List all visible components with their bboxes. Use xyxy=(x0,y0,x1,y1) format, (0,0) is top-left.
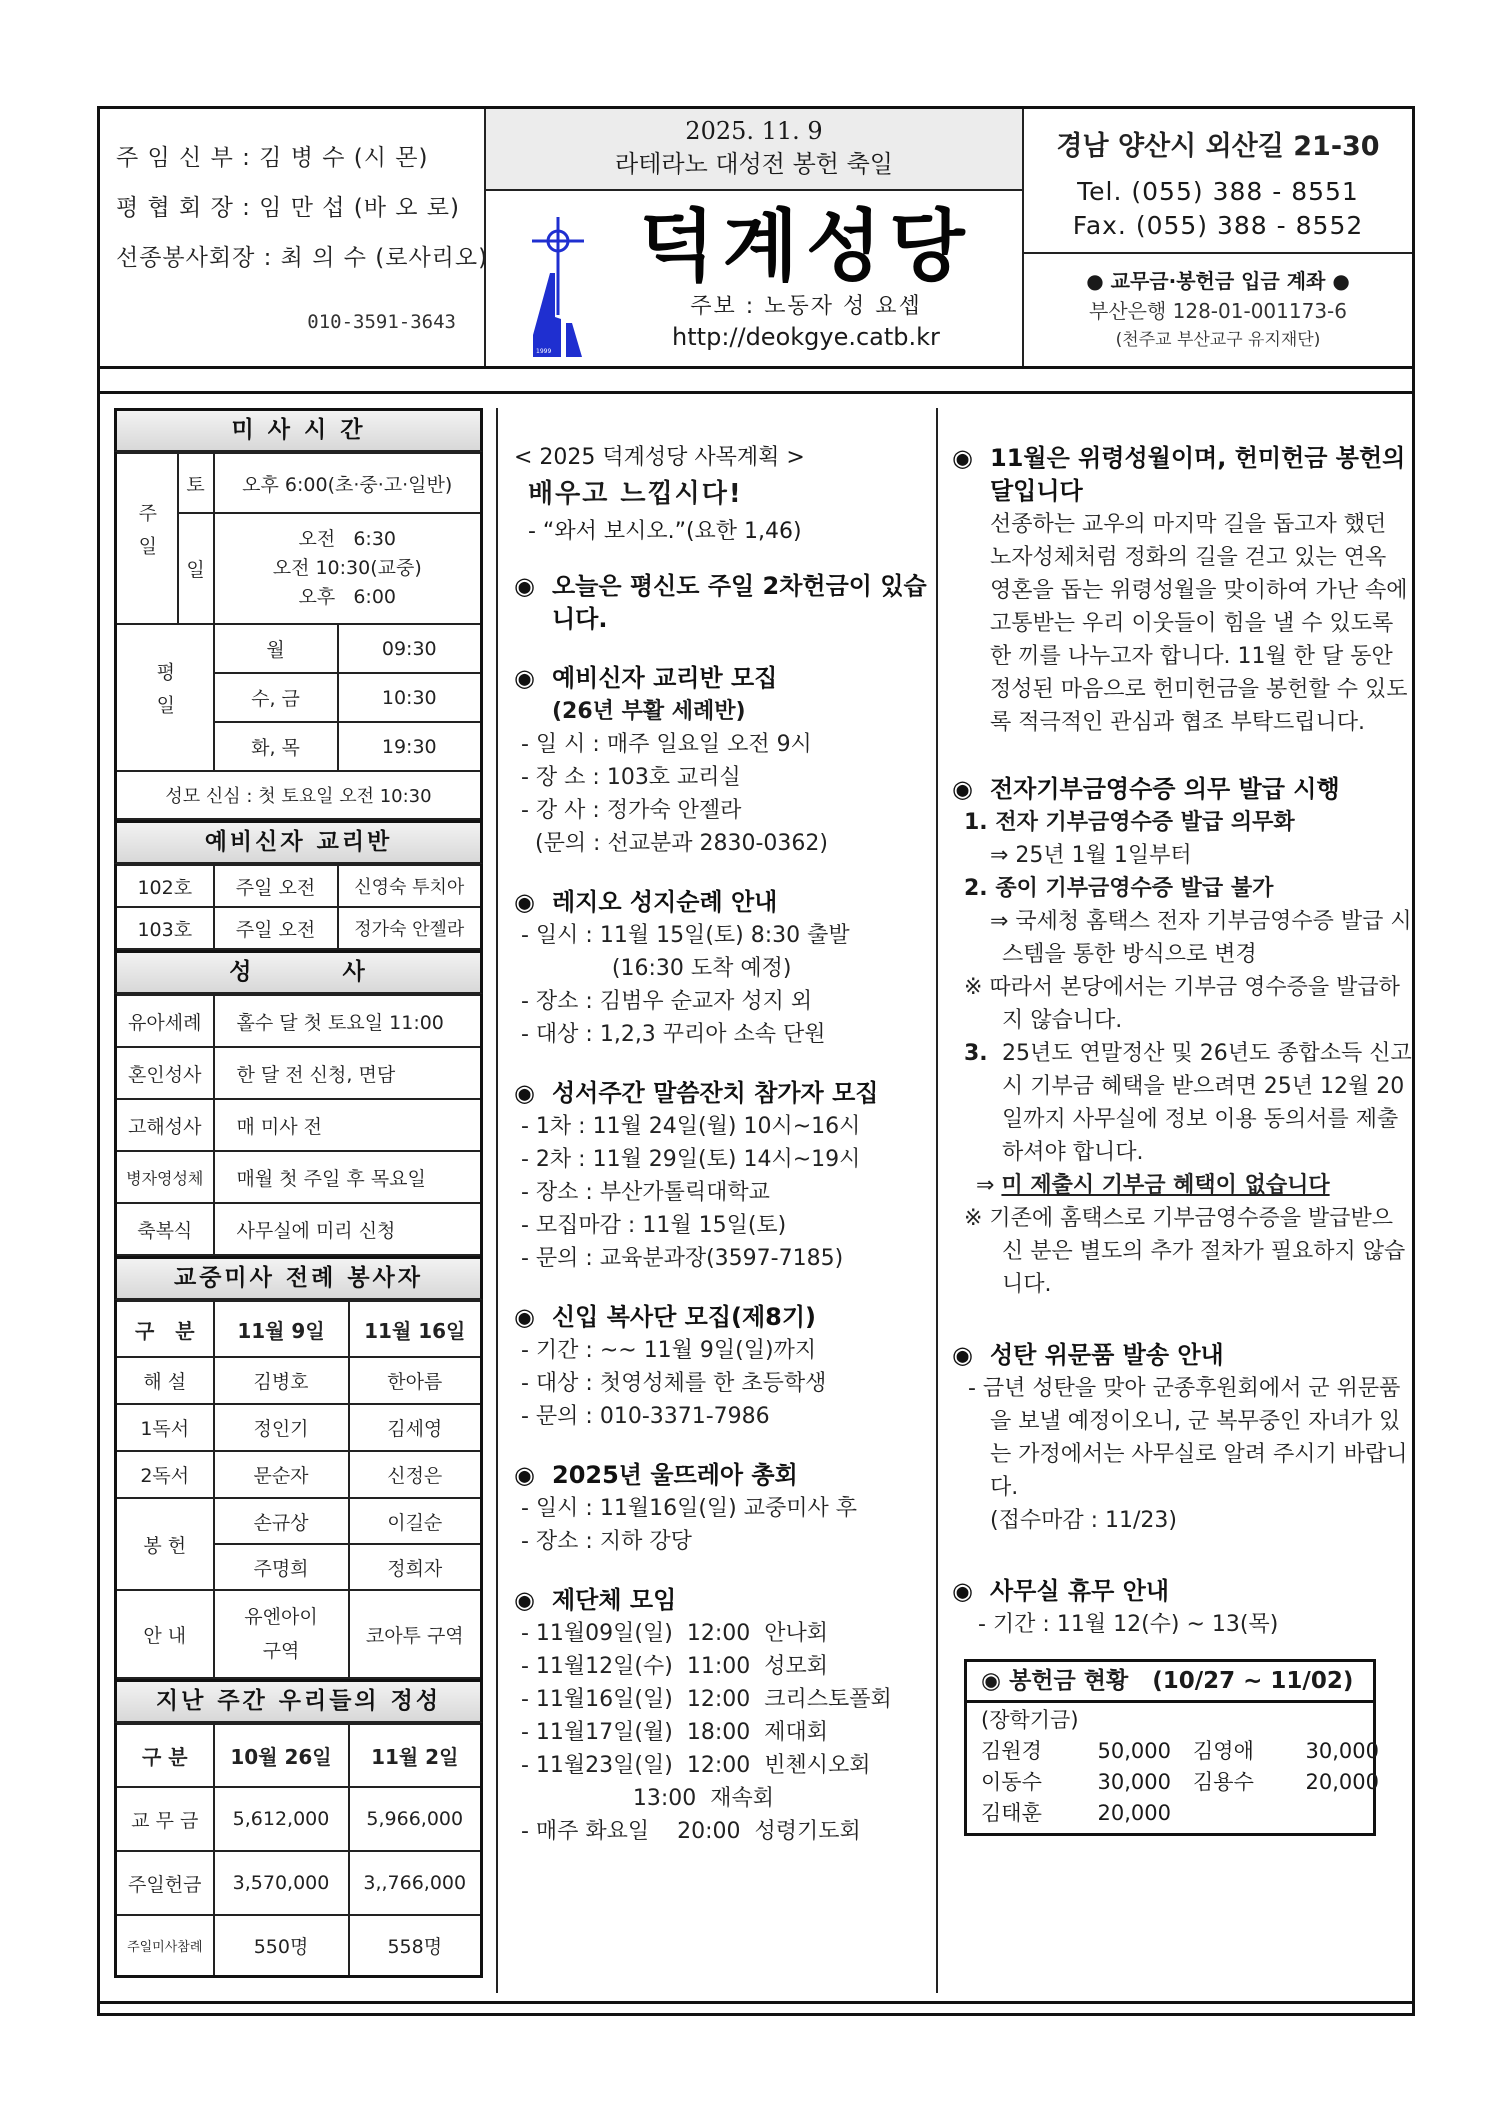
item-2-sub: ⇒ 국세청 홈택스 전자 기부금영수증 발급 시스템을 통한 방식으로 변경 xyxy=(990,909,1412,967)
amount: 3,570,000 xyxy=(214,1851,349,1915)
contact-panel xyxy=(1024,109,1412,366)
svg-text:1999: 1999 xyxy=(536,348,552,355)
col-header: 11월 9일 xyxy=(214,1301,349,1357)
bulletin-page xyxy=(97,106,1415,2016)
sacrament-desc: 홀수 달 첫 토요일 11:00 xyxy=(214,995,482,1047)
weekly-offerings-heading: 지난 주간 우리들의 정성 xyxy=(114,1679,483,1723)
item-1-sub: ⇒ 25년 1월 1일부터 xyxy=(990,843,1192,868)
weekday-time: 09:30 xyxy=(338,624,482,673)
notice-line: - 1차 : 11월 24일(월) 10시~16시 xyxy=(514,1114,861,1139)
sacrament-name: 병자영성체 xyxy=(116,1151,214,1203)
notice-line: - 장소 : 부산가톨릭대학교 xyxy=(514,1180,770,1205)
role: 안 내 xyxy=(116,1590,214,1678)
bulletin-body xyxy=(100,391,1412,2004)
meeting-line: 13:00 재속회 xyxy=(514,1786,775,1811)
note-1: ※ 따라서 본당에서는 기부금 영수증을 발급하지 않습니다. xyxy=(964,975,1400,1033)
sacrament-desc: 매월 첫 주일 후 목요일 xyxy=(214,1151,482,1203)
radio-bullet-icon: ◉ xyxy=(952,1341,973,1369)
notice-title: 오늘은 평신도 주일 2차헌금이 있습니다. xyxy=(552,572,927,633)
catechumen-table xyxy=(114,864,483,950)
notice-november-souls xyxy=(952,442,1412,739)
notice-line: - 문의 : 교육분과장(3597-7185) xyxy=(514,1246,844,1271)
radio-bullet-icon: ◉ xyxy=(952,444,973,472)
sunday-label: 주일 xyxy=(116,453,178,624)
item-2: 2. 종이 기부금영수증 발급 불가 xyxy=(964,876,1274,901)
notice-line: (16:30 도착 예정) xyxy=(514,956,792,981)
bank-account-box xyxy=(1024,254,1412,354)
notice-body: - 금년 성탄을 맞아 군종후원회에서 군 위문품을 보낼 예정이오니, 군 복무중인 자녀가 있는 가정에서는 사무실로 알려 주시기 바랍니다. xyxy=(968,1376,1408,1500)
bank-title: ● 교무금·봉헌금 입금 계좌 ● xyxy=(1086,269,1350,293)
parish-website-link[interactable]: http://deokgye.catb.kr xyxy=(672,323,940,351)
item-1: 1. 전자 기부금영수증 발급 의무화 xyxy=(964,810,1295,835)
attendance: 558명 xyxy=(349,1915,482,1976)
liturgy-servers-heading: 교중미사 전례 봉사자 xyxy=(114,1256,483,1300)
server-name: 이길순 xyxy=(349,1498,482,1544)
notice-line: - 문의 : 010-3371-7986 xyxy=(514,1404,770,1429)
notice-line: - 장소 : 김범우 순교자 성지 외 xyxy=(514,989,813,1014)
notice-line: - 대상 : 1,2,3 꾸리아 소속 단원 xyxy=(514,1022,826,1047)
class-time: 주일 오전 xyxy=(214,865,338,907)
address-box xyxy=(1024,109,1412,254)
sacrament-name: 고해성사 xyxy=(116,1099,214,1151)
role: 해 설 xyxy=(116,1357,214,1404)
notice-office-closed xyxy=(952,1575,1412,1641)
meeting-line: - 11월17일(월) 18:00 제대회 xyxy=(514,1720,828,1745)
weekly-offerings-table xyxy=(114,1723,483,1978)
liturgy-servers-table xyxy=(114,1300,483,1679)
tel-fax xyxy=(1024,175,1412,243)
server-name: 김세영 xyxy=(349,1404,482,1451)
notice-line: - 기간 : ~~ 11월 9일(일)까지 xyxy=(514,1338,817,1363)
notice-deadline: (접수마감 : 11/23) xyxy=(990,1508,1177,1533)
role: 2독서 xyxy=(116,1451,214,1498)
notice-line: - 일시 : 11월16일(일) 교중미사 후 xyxy=(514,1496,857,1521)
pastoral-motto: 배우고 느낍시다! xyxy=(528,479,743,509)
notice-subtitle: (26년 부활 세례반) xyxy=(552,699,746,724)
radio-bullet-icon: ◉ xyxy=(514,1303,535,1331)
amount: 5,612,000 xyxy=(214,1787,349,1851)
fund-category: (장학기금) xyxy=(981,1708,1079,1732)
funeral-service-president-line: 선종봉사회장 : 최 의 수 (로사리오) xyxy=(116,245,489,271)
class-time: 주일 오전 xyxy=(214,907,338,949)
col-header: 11월 2일 xyxy=(349,1724,482,1787)
notice-ultreya xyxy=(514,1459,936,1558)
notice-title: 사무실 휴무 안내 xyxy=(990,1577,1169,1605)
cross-church-logo-icon xyxy=(528,215,588,357)
weekday-time: 19:30 xyxy=(338,722,482,771)
amount: 5,966,000 xyxy=(349,1787,482,1851)
date-feast-box xyxy=(486,109,1022,191)
server-name: 정인기 xyxy=(214,1404,349,1451)
sacrament-name: 축복식 xyxy=(116,1203,214,1255)
server-name: 코아투 구역 xyxy=(349,1590,482,1678)
marian-devotion: 성모 신심 : 첫 토요일 오전 10:30 xyxy=(116,771,482,819)
notice-catechumen-recruit xyxy=(514,662,936,860)
fax-number: Fax. (055) 388 - 8552 xyxy=(1072,211,1364,240)
role: 봉 헌 xyxy=(116,1498,214,1590)
contact-phone: 010-3591-3643 xyxy=(307,311,456,333)
attendance: 550명 xyxy=(214,1915,349,1976)
notice-line: - 장 소 : 103호 교리실 xyxy=(514,765,741,790)
server-name: 주명희 xyxy=(214,1544,349,1590)
room: 103호 xyxy=(116,907,214,949)
saturday-label: 토 xyxy=(178,453,214,513)
sacraments-heading: 성 사 xyxy=(114,950,483,994)
saturday-mass-time: 오후 6:00(초·중·고·일반) xyxy=(214,453,482,513)
notice-body: 선종하는 교우의 마지막 길을 돕고자 했던 노자성체처럼 정화의 길을 걷고 있는 연옥 영혼을 돕는 위령성월을 맞이하여 가난 속에 고통받는 우리 이웃들이 힘을 낼 수 있도록 한 끼를 나누고자 합니다. 11월 한 달 동안 정성된 마음으로 헌미헌금을 봉헌할 수 있도록 적극적인 관심과 협조 부탁드립니다. xyxy=(990,512,1408,735)
weekday-label: 평일 xyxy=(116,624,214,771)
server-name: 한아름 xyxy=(349,1357,482,1404)
notice-line: - 2차 : 11월 29일(토) 14시~19시 xyxy=(514,1147,861,1172)
notice-title: 제단체 모임 xyxy=(552,1586,677,1614)
weekday-day: 월 xyxy=(214,624,338,673)
notice-line: - 일 시 : 매주 일요일 오전 9시 xyxy=(514,732,812,757)
pastoral-plan-heading: < 2025 덕계성당 사목계획 > xyxy=(514,445,805,470)
sunday-mass-times: 오전 6:30 오전 10:30(교중) 오후 6:00 xyxy=(214,513,482,624)
radio-bullet-icon: ◉ xyxy=(514,572,535,600)
donor-row: 이동수 30,000 김용수 20,000 xyxy=(981,1770,1379,1794)
teacher: 정가숙 안젤라 xyxy=(338,907,482,949)
radio-bullet-icon: ◉ xyxy=(514,1586,535,1614)
col-header: 11월 16일 xyxy=(349,1301,482,1357)
radio-bullet-icon: ◉ xyxy=(514,888,535,916)
radio-bullet-icon: ◉ xyxy=(514,1461,535,1489)
offering-type: 교 무 금 xyxy=(116,1787,214,1851)
warning-text: 미 제출시 기부금 혜택이 없습니다 xyxy=(1001,1173,1330,1198)
sacrament-desc: 사무실에 미리 신청 xyxy=(214,1203,482,1255)
tel-number: Tel. (055) 388 - 8551 xyxy=(1077,177,1359,206)
notice-bible-week xyxy=(514,1077,936,1275)
notice-line: - 모집마감 : 11월 15일(토) xyxy=(514,1213,787,1238)
amount: 3,,766,000 xyxy=(349,1851,482,1915)
weekday-day: 화, 목 xyxy=(214,722,338,771)
notice-title: 레지오 성지순례 안내 xyxy=(552,888,778,916)
meeting-line: - 11월09일(일) 12:00 안나회 xyxy=(514,1621,828,1646)
notice-title: 성탄 위문품 발송 안내 xyxy=(990,1341,1224,1369)
notices-column-right xyxy=(938,408,1412,1993)
sacrament-desc: 한 달 전 신청, 면담 xyxy=(214,1047,482,1099)
radio-bullet-icon: ◉ xyxy=(981,1668,1002,1694)
masthead xyxy=(486,109,1024,366)
catechumen-heading: 예비신자 교리반 xyxy=(114,820,483,864)
notice-line: - 강 사 : 정가숙 안젤라 xyxy=(514,798,742,823)
offering-status-box xyxy=(964,1659,1379,1836)
meeting-line: - 매주 화요일 20:00 성령기도회 xyxy=(514,1819,861,1844)
notice-line: - 대상 : 첫영성체를 한 초등학생 xyxy=(514,1371,827,1396)
notice-title: 전자기부금영수증 의무 발급 시행 xyxy=(990,775,1340,803)
room: 102호 xyxy=(116,865,214,907)
notice-group-meetings xyxy=(514,1584,936,1848)
bulletin-header xyxy=(100,109,1412,369)
notice-title: 2025년 울뜨레아 총회 xyxy=(552,1461,798,1489)
notice-title: 신입 복사단 모집(제8기) xyxy=(552,1303,817,1331)
meeting-line: - 11월23일(일) 12:00 빈첸시오회 xyxy=(514,1753,871,1778)
col-header: 구 분 xyxy=(116,1724,214,1787)
sacraments-table xyxy=(114,994,483,1256)
notice-title: 11월은 위령성월이며, 헌미헌금 봉헌의 달입니다 xyxy=(990,444,1406,505)
server-name: 신정은 xyxy=(349,1451,482,1498)
bank-holder: (천주교 부산교구 유지재단) xyxy=(1115,330,1321,350)
mass-times-table xyxy=(114,452,483,820)
role: 1독서 xyxy=(116,1404,214,1451)
warning-line xyxy=(952,1169,1412,1202)
feast-name: 라테라노 대성전 봉헌 축일 xyxy=(615,150,893,178)
meeting-line: - 11월16일(일) 12:00 크리스토폴회 xyxy=(514,1687,892,1712)
sacrament-desc: 매 미사 전 xyxy=(214,1099,482,1151)
server-name: 문순자 xyxy=(214,1451,349,1498)
offering-status-list xyxy=(967,1703,1379,1833)
sacrament-name: 혼인성사 xyxy=(116,1047,214,1099)
address: 경남 양산시 외산길 21-30 xyxy=(1056,131,1380,162)
notice-altar-servers xyxy=(514,1301,936,1433)
notice-line: - 장소 : 지하 강당 xyxy=(514,1529,692,1554)
mass-times-heading: 미 사 시 간 xyxy=(114,408,483,452)
sacrament-name: 유아세례 xyxy=(116,995,214,1047)
council-president-line: 평 협 회 장 : 임 만 섭 (바 오 로) xyxy=(116,195,460,221)
teacher: 신영숙 투치아 xyxy=(338,865,482,907)
donor-row: 김태훈 20,000 xyxy=(981,1801,1171,1825)
bank-account: 부산은행 128-01-001173-6 xyxy=(1089,299,1347,323)
schedule-column xyxy=(114,408,483,1978)
meeting-line: - 11월12일(수) 11:00 성모회 xyxy=(514,1654,828,1679)
pastor-line: 주 임 신 부 : 김 병 수 (시 몬) xyxy=(116,145,429,171)
server-name: 정희자 xyxy=(349,1544,482,1590)
col-header: 10월 26일 xyxy=(214,1724,349,1787)
notice-christmas-gifts xyxy=(952,1339,1412,1537)
notice-line: (문의 : 선교분과 2830-0362) xyxy=(514,831,828,856)
arrow-icon: ⇒ xyxy=(976,1173,995,1198)
radio-bullet-icon: ◉ xyxy=(952,1577,973,1605)
offering-type: 주일미사참례 xyxy=(116,1915,214,1976)
server-name: 김병호 xyxy=(214,1357,349,1404)
item-3: 3. 25년도 연말정산 및 26년도 종합소득 신고시 기부금 혜택을 받으려면 25년 12월 20일까지 사무실에 정보 이용 동의서를 제출하셔야 합니다. xyxy=(964,1041,1412,1165)
notice-title: 예비신자 교리반 모집 xyxy=(552,664,778,692)
donor-row: 김원경 50,000 김영애 30,000 xyxy=(981,1739,1379,1763)
notice-body: - 기간 : 11월 12(수) ~ 13(목) xyxy=(978,1612,1279,1637)
server-name: 손규상 xyxy=(214,1498,349,1544)
radio-bullet-icon: ◉ xyxy=(952,775,973,803)
col-header: 구 분 xyxy=(116,1301,214,1357)
notice-legio-pilgrimage xyxy=(514,886,936,1051)
parish-title: 덕계성당 xyxy=(639,202,973,292)
notice-e-receipt xyxy=(952,773,1412,1301)
note-2: ※ 기존에 홈택스로 기부금영수증을 발급받으신 분은 별도의 추가 절차가 필요하지 않습니다. xyxy=(964,1206,1406,1297)
notice-second-collection xyxy=(514,570,936,636)
server-name: 유엔아이 구역 xyxy=(214,1590,349,1678)
sunday-day-label: 일 xyxy=(178,513,214,624)
offering-status-heading: ◉ 봉헌금 현황 (10/27 ~ 11/02) xyxy=(967,1662,1373,1703)
radio-bullet-icon: ◉ xyxy=(514,1079,535,1107)
radio-bullet-icon: ◉ xyxy=(514,664,535,692)
offering-type: 주일헌금 xyxy=(116,1851,214,1915)
bulletin-date: 2025. 11. 9 xyxy=(685,117,823,145)
notices-column-middle xyxy=(496,408,938,1993)
notice-title: 성서주간 말씀잔치 참가자 모집 xyxy=(552,1079,879,1107)
weekday-time: 10:30 xyxy=(338,673,482,722)
notice-line: - 일시 : 11월 15일(토) 8:30 출발 xyxy=(514,923,850,948)
weekday-day: 수, 금 xyxy=(214,673,338,722)
parish-staff-panel xyxy=(100,109,489,366)
scripture-quote: - “와서 보시오.”(요한 1,46) xyxy=(528,519,802,544)
patron-saint: 주보 : 노동자 성 요셉 xyxy=(690,294,922,319)
